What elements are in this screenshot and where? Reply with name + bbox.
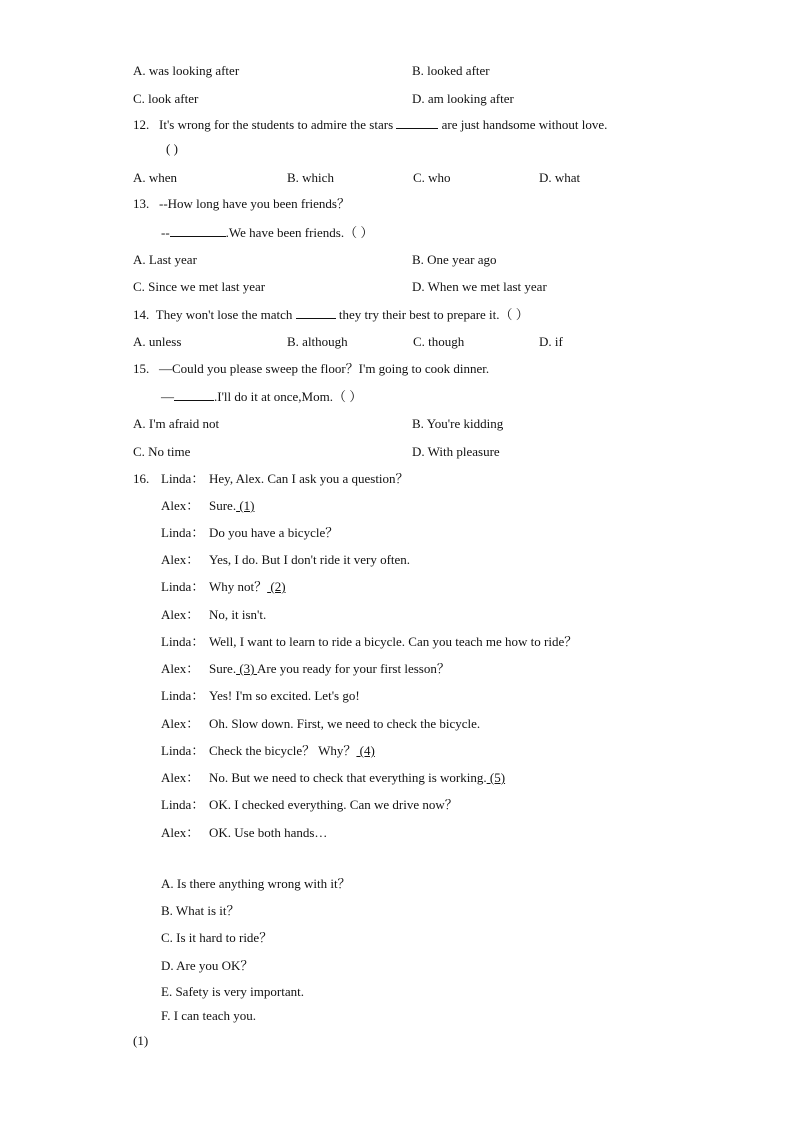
q15-blank bbox=[174, 388, 214, 401]
q14-option-a: A. unless bbox=[133, 334, 182, 349]
dialogue-line: Linda： Yes! I'm so excited. Let's go! bbox=[161, 688, 360, 703]
dialogue-line: Alex： OK. Use both hands… bbox=[161, 825, 328, 840]
q11-option-c: C. look after bbox=[133, 91, 199, 106]
dialogue-line: Alex： Oh. Slow down. First, we need to check the bicycle. bbox=[161, 716, 481, 731]
dialogue-line: Linda： Why not？ (2) bbox=[161, 579, 286, 594]
dialogue-blank-1: (1) bbox=[236, 498, 255, 513]
dialogue-blank-5: (5) bbox=[486, 770, 506, 785]
choice-c: C. Is it hard to ride？ bbox=[161, 930, 273, 945]
q15-option-b: B. You're kidding bbox=[412, 416, 504, 431]
dialogue-line: Linda： Do you have a bicycle？ bbox=[161, 525, 339, 540]
dialogue-blank-2: (2) bbox=[267, 579, 286, 594]
q13-option-d: D. When we met last year bbox=[412, 279, 547, 294]
dialogue-line: Alex： Sure. (3) Are you ready for your first lesson？ bbox=[161, 661, 450, 676]
dialogue-blank-4: (4) bbox=[356, 743, 375, 758]
q12-blank bbox=[396, 116, 438, 129]
q13-option-b: B. One year ago bbox=[412, 252, 497, 267]
q13-line2: -- .We have been friends.（ ） bbox=[161, 225, 374, 240]
q11-option-a: A. was looking after bbox=[133, 63, 240, 78]
dialogue-line: Alex： No. But we need to check that everything is working. (5) bbox=[161, 770, 506, 785]
dialogue-line: Alex： Sure. (1) bbox=[161, 498, 255, 513]
q14-stem: 14. They won't lose the match they try their best to prepare it.（ ） bbox=[133, 307, 529, 322]
q11-option-d: D. am looking after bbox=[412, 91, 514, 106]
q12-paren: ( ) bbox=[166, 141, 178, 156]
dialogue-line: Linda： OK. I checked everything. Can we drive now？ bbox=[161, 797, 458, 812]
q14-blank bbox=[296, 306, 336, 319]
q13-blank bbox=[170, 224, 226, 237]
choice-f: F. I can teach you. bbox=[161, 1008, 256, 1023]
q15-line1: 15. —Could you please sweep the floor？I'm going to cook dinner. bbox=[133, 361, 490, 376]
q16-number: 16. bbox=[133, 471, 150, 486]
q12-stem: 12. It's wrong for the students to admire the stars are just handsome without love. bbox=[133, 117, 608, 132]
q13-line1: 13. --How long have you been friends？ bbox=[133, 196, 350, 211]
choice-e: E. Safety is very important. bbox=[161, 984, 304, 999]
q14-option-d: D. if bbox=[539, 334, 563, 349]
q15-line2: — .I'll do it at once,Mom.（ ） bbox=[161, 389, 363, 404]
dialogue-line: Alex： No, it isn't. bbox=[161, 607, 267, 622]
q12-option-a: A. when bbox=[133, 170, 178, 185]
dialogue-line: Alex： Yes, I do. But I don't ride it very often. bbox=[161, 552, 411, 567]
q12-option-d: D. what bbox=[539, 170, 581, 185]
q12-option-c: C. who bbox=[413, 170, 451, 185]
dialogue-line: Linda： Check the bicycle？ Why？ (4) bbox=[161, 743, 375, 758]
q15-option-d: D. With pleasure bbox=[412, 444, 500, 459]
q12-option-b: B. which bbox=[287, 170, 334, 185]
answer-label: (1) bbox=[133, 1033, 149, 1048]
q13-option-a: A. Last year bbox=[133, 252, 197, 267]
choice-a: A. Is there anything wrong with it？ bbox=[161, 876, 351, 891]
dialogue-line: Linda： Well, I want to learn to ride a bicycle. Can you teach me how to ride？ bbox=[161, 634, 578, 649]
q15-option-c: C. No time bbox=[133, 444, 191, 459]
q14-option-c: C. though bbox=[413, 334, 465, 349]
q15-option-a: A. I'm afraid not bbox=[133, 416, 220, 431]
q14-option-b: B. although bbox=[287, 334, 348, 349]
q11-option-b: B. looked after bbox=[412, 63, 490, 78]
choice-b: B. What is it？ bbox=[161, 903, 240, 918]
q13-option-c: C. Since we met last year bbox=[133, 279, 266, 294]
choice-d: D. Are you OK？ bbox=[161, 958, 254, 973]
dialogue-blank-3: (3) bbox=[236, 661, 258, 676]
dialogue-line: Linda： Hey, Alex. Can I ask you a question？ bbox=[161, 471, 409, 486]
